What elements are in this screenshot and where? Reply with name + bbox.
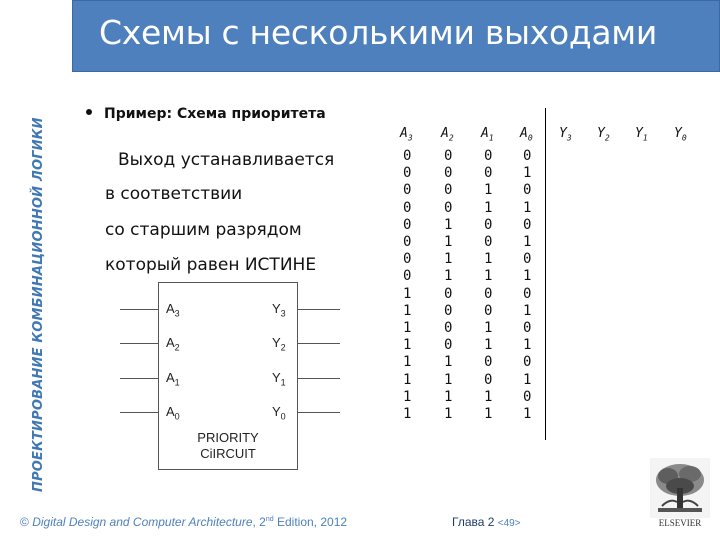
table-cell: 0 <box>523 354 532 371</box>
paragraph-line: в соответствии <box>105 184 243 204</box>
bullet-icon <box>86 109 92 115</box>
table-cell: 1 <box>444 388 453 405</box>
page-number: <49> <box>497 518 521 529</box>
table-cell: 1 <box>403 302 412 319</box>
table-cell: 0 <box>484 216 493 233</box>
chapter-page <box>452 515 521 529</box>
table-cell: 0 <box>523 148 532 164</box>
circuit-label-line2: CiIRCUIT <box>200 446 256 461</box>
input-pin-a2: $A_2$ <box>166 335 180 353</box>
input-wire <box>120 412 158 413</box>
output-pin-y2: $Y_2$ <box>272 335 286 353</box>
input-wire <box>120 309 158 310</box>
table-cell: 1 <box>523 234 532 250</box>
table-cell: 1 <box>523 337 532 354</box>
table-cell: 0 <box>523 320 532 336</box>
table-header-cell: $A_2$ <box>441 126 454 143</box>
output-wire <box>298 343 340 344</box>
side-title <box>0 0 46 500</box>
chapter-label: Глава 2 <box>452 515 495 529</box>
table-cell: 0 <box>484 354 493 371</box>
table-cell: 1 <box>523 302 532 319</box>
output-pin-y0: $Y_0$ <box>272 404 286 422</box>
table-cell: 1 <box>484 337 493 354</box>
input-wire <box>120 343 158 344</box>
paragraph-line: Выход устанавливается <box>118 150 335 170</box>
table-cell: 0 <box>403 199 412 216</box>
input-pin-a1: $A_1$ <box>166 370 180 388</box>
title-bar <box>72 0 720 72</box>
table-cell: 0 <box>523 251 532 268</box>
table-cell: 1 <box>444 268 453 285</box>
table-cell: 0 <box>484 302 493 319</box>
footer-citation: © Digital Design and Computer Architecture, 2nd Edition, 2012 <box>20 515 348 529</box>
table-cell: 1 <box>484 251 493 268</box>
table-cell: 0 <box>403 182 412 199</box>
table-cell: 0 <box>403 234 412 250</box>
bullet-item <box>86 106 326 122</box>
output-wire <box>298 309 340 310</box>
table-cell: 1 <box>523 165 532 182</box>
table-cell: 0 <box>484 148 493 164</box>
table-cell: 1 <box>484 320 493 336</box>
output-wire <box>298 378 340 379</box>
paragraph-line: со старшим разрядом <box>105 220 302 240</box>
elsevier-logo-text: ELSEVIER <box>658 518 702 528</box>
footer-book-title: Digital Design and Computer Architecture <box>32 515 253 529</box>
table-cell: 1 <box>403 337 412 354</box>
table-cell: 1 <box>403 406 412 422</box>
slide-title: Схемы с несколькими выходами <box>99 13 658 52</box>
table-cell: 0 <box>444 148 453 164</box>
table-cell: 1 <box>403 354 412 371</box>
bullet-text: Пример: Схема приоритета <box>104 106 326 122</box>
table-cell: 0 <box>403 268 412 285</box>
table-cell: 0 <box>523 388 532 405</box>
output-pin-y3: $Y_3$ <box>272 301 286 319</box>
table-cell: 0 <box>403 165 412 182</box>
input-wire <box>120 378 158 379</box>
table-header-cell: $A_3$ <box>400 126 413 143</box>
table-cell: 1 <box>444 216 453 233</box>
paragraph-line: который равен ИСТИНЕ <box>105 255 317 275</box>
table-header-cell: $Y_1$ <box>635 126 648 143</box>
input-pin-a3: $A_3$ <box>166 301 180 319</box>
table-cell: 1 <box>444 371 453 388</box>
table-cell: 0 <box>484 165 493 182</box>
table-cell: 1 <box>523 406 532 422</box>
priority-circuit-diagram <box>120 282 340 472</box>
table-header-cell: $A_0$ <box>520 126 533 143</box>
table-cell: 1 <box>523 199 532 216</box>
table-cell: 1 <box>484 406 493 422</box>
table-cell: 0 <box>444 199 453 216</box>
table-header-cell: $Y_2$ <box>597 126 610 143</box>
output-pin-y1: $Y_1$ <box>272 370 286 388</box>
table-cell: 0 <box>403 148 412 164</box>
elsevier-logo <box>650 458 710 528</box>
table-cell: 0 <box>444 182 453 199</box>
table-cell: 0 <box>403 216 412 233</box>
table-cell: 1 <box>444 406 453 422</box>
table-header-cell: $A_1$ <box>481 126 494 143</box>
table-cell: 0 <box>523 182 532 199</box>
table-cell: 1 <box>484 199 493 216</box>
table-cell: 0 <box>523 216 532 233</box>
table-divider <box>545 108 546 440</box>
table-cell: 1 <box>444 251 453 268</box>
table-cell: 0 <box>484 285 493 302</box>
table-cell: 1 <box>523 371 532 388</box>
table-cell: 0 <box>444 320 453 336</box>
side-title-text: ПРОЕКТИРОВАНИЕ КОМБИНАЦИОННОЙ ЛОГИКИ <box>31 117 46 492</box>
table-cell: 0 <box>444 165 453 182</box>
table-cell: 1 <box>523 268 532 285</box>
table-cell: 0 <box>484 234 493 250</box>
table-cell: 1 <box>403 285 412 302</box>
table-header-cell: $Y_3$ <box>559 126 572 143</box>
elsevier-tree-icon <box>650 458 710 528</box>
table-cell: 0 <box>444 302 453 319</box>
output-wire <box>298 412 340 413</box>
table-cell: 1 <box>444 354 453 371</box>
table-cell: 0 <box>444 285 453 302</box>
table-cell: 0 <box>523 285 532 302</box>
table-cell: 1 <box>403 371 412 388</box>
table-header-cell: $Y_0$ <box>674 126 687 143</box>
table-cell: 1 <box>403 388 412 405</box>
table-cell: 1 <box>403 320 412 336</box>
circuit-label <box>158 430 298 462</box>
table-cell: 0 <box>484 371 493 388</box>
circuit-label-line1: PRIORITY <box>197 430 259 445</box>
table-cell: 1 <box>444 234 453 250</box>
input-pin-a0: $A_0$ <box>166 404 180 422</box>
table-cell: 1 <box>484 388 493 405</box>
table-cell: 0 <box>444 337 453 354</box>
table-cell: 0 <box>403 251 412 268</box>
table-cell: 1 <box>484 268 493 285</box>
table-cell: 1 <box>484 182 493 199</box>
